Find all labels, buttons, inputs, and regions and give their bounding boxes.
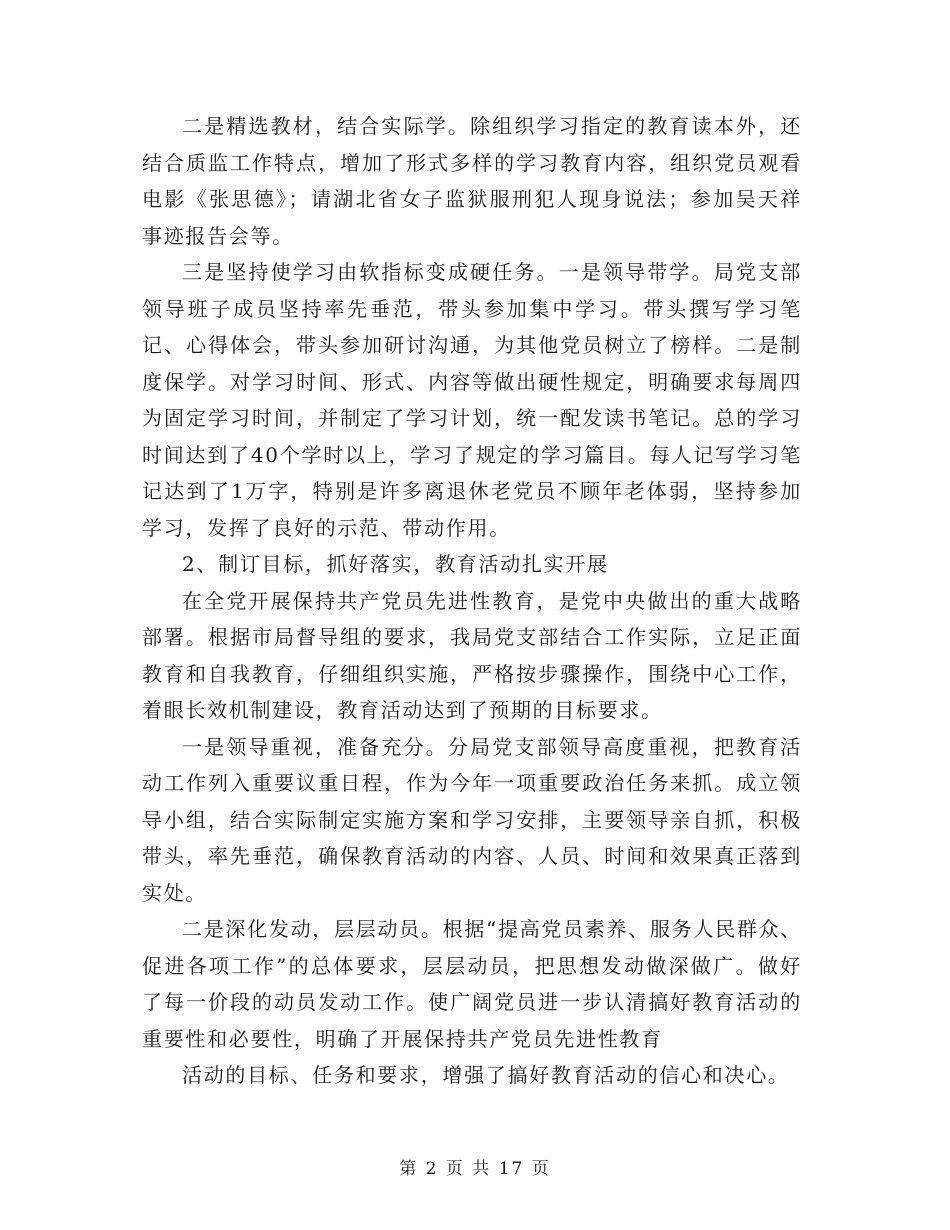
document-body <box>142 108 802 1094</box>
paragraph-leadership: 一是领导重视，准备充分。分局党支部领导高度重视，把教育活动工作列入重要议重日程，作为今年一项重要政治任务来抓。成立领导小组，结合实际制定实施方案和学习安排，主要领导亲自抓，积极带头，率先垂范，确保教育活动的内容、人员、时间和效果真正落到实处。 <box>142 734 802 905</box>
paragraph-advanced-education: 在全党开展保持共产党员先进性教育，是党中央做出的重大战略部署。根据市局督导组的要求，我局党支部结合工作实际，立足正面教育和自我教育，仔细组织实施，严格按步骤操作，围绕中心工作，着眼长效机制建设，教育活动达到了预期的目标要求。 <box>142 588 802 722</box>
page-number-footer: 第 2 页 共 17 页 <box>399 1159 551 1179</box>
paragraph-mobilization: 二是深化发动，层层动员。根据“提高党员素养、服务人民群众、促进各项工作”的总体要求，层层动员，把思想发动做深做广。做好了每一价段的动员发动工作。使广阔党员进一步认清搞好教育活动的重要性和必要性，明确了开展保持共产党员先进性教育 <box>142 917 802 1051</box>
section-heading: 2、制订目标，抓好落实，教育活动扎实开展 <box>182 552 609 576</box>
paragraph-goals-continuation: 活动的目标、任务和要求，增强了搞好教育活动的信心和决心。 <box>182 1063 790 1087</box>
paragraph-hard-task: 三是坚持使学习由软指标变成硬任务。一是领导带学。局党支部领导班子成员坚持率先垂范，带头参加集中学习。带头撰写学习笔记、心得体会，带头参加研讨沟通，为其他党员树立了榜样。二是制度保学。对学习时间、形式、内容等做出硬性规定，明确要求每周四为固定学习时间，并制定了学习计划，统一配发读书笔记。总的学习时间达到了40个学时以上，学习了规定的学习篇目。每人记写学习笔记达到了1万字，特别是许多离退休老党员不顾年老体弱，坚持参加学习，发挥了良好的示范、带动作用。 <box>142 260 802 540</box>
paragraph-teaching-materials: 二是精选教材，结合实际学。除组织学习指定的教育读本外，还结合质监工作特点，增加了形式多样的学习教育内容，组织党员观看电影《张思德》；请湖北省女子监狱服刑犯人现身说法；参加吴天祥事迹报告会等。 <box>142 114 802 248</box>
